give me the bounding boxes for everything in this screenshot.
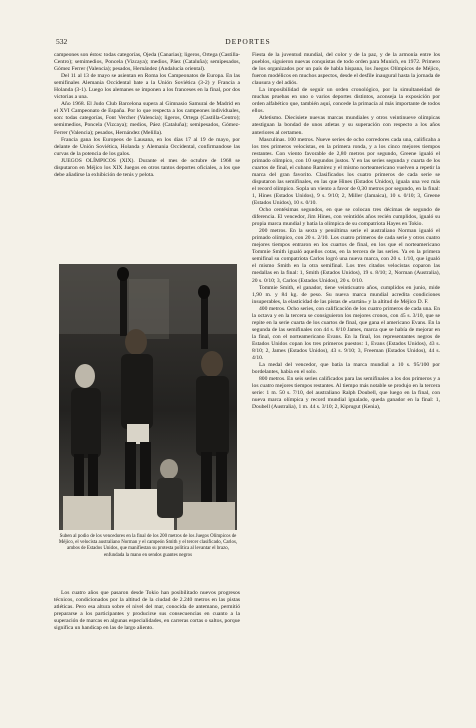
left-column-bottom — [54, 590, 240, 632]
paragraph: Del 11 al 13 de mayo se asientan en Roma los Campeonatos de Europa. En las semifinales Alemania Occidental bate a la Unión Soviética (3-2) y Francia a Holanda (3-1). Luego los alemanes se imponen a los franceses en la final, por dos victorias a una. — [54, 73, 240, 101]
paragraph: La medal del vencedor, que batía la marca mundial a 10 s. 95/100 por bordelantes, había en el solo. — [252, 362, 440, 376]
page-number: 532 — [56, 37, 68, 46]
olympic-podium-photo — [59, 264, 237, 530]
page-title: DEPORTES — [225, 37, 271, 46]
left-column — [54, 52, 240, 179]
paragraph: Ocho centésimas segundos, en que se colocan tres décimas de segundo de diferencia. El vencedor, Jim Hines, con veintidós años recién cumplidos, igualó su propia marca mundial y batía la olímpica de su compatriota Hayes en Tokio. — [252, 207, 440, 228]
paragraph: 400 metros. Ocho series, con calificación de los cuatro primeros de cada una. En la octava y en la tercera se consiguieron los mejores cronos, con 45 s. 3/10, que se repite en la serie cuarta de los cuartos de final, que gana el americano Evans. En la segunda de las semifinales con 44 s. 8/10 James, marca que se había de mejorar en la final, con el norteamericano Evans. En la final, los representantes negros de Estados Unidos copan los tres primeros puestos: 1, Evans (Estados Unidos), 43 s. 8/10; 2, James (Estados Unidos), 43 s. 9/10; 3, Freeman (Estados Unidos), 44 s. 4/10. — [252, 305, 440, 362]
paragraph: 800 metros. En seis series calificados para las semifinales a los dos primeros y a los cuatro mejores tiempos restantes. Al tiempo más notable se produjo en la tercera serie: 1 m. 50 s. 7/10, del australiano Ralph Doubell, que luego en la final, con nueva marca olímpica y record mundial igualado, queda ganador en la final: 1, Doubell (Australia), 1 m. 44 s. 3/10; 2, Kiprugut (Kenia), — [252, 376, 440, 411]
podium-photo-illustration — [59, 264, 237, 530]
paragraph: campeones son éstos: todas categorías, Ojeda (Canarias); ligeros, Ortega (Castilla-Centro); semimedios, Poncela (Vizcaya); medios, Páez (Cataluña); semipesados, Gómez Ferrer (Valencia); pesados, Hernández (Andalucía oriental). — [54, 52, 240, 73]
paragraph: Francia gana los Europeos de Lausana, en los días 17 al 19 de mayo, por delante de Unión Soviética, Holanda y Alemania Occidental, confirmandose las curvas de la potencia de los galos. — [54, 136, 240, 157]
photo-caption: Suben al podio de los vencedores en la final de los 200 metros de los Juegos Olímpicos de Méjico, el velocista australiano Norman y el campeón Smith y el tercer clasificado, Carlos, ambos de Estados Unidos, que manifiestan su protesta política al levantar el brazo, enfundada la mano en sendos guantes negros — [58, 534, 238, 558]
paragraph: JUEGOS OLÍMPICOS (XIX). Durante el mes de octubre de 1968 se disputaron en Méjico los XIX Juegos en otros tantos deportes oficiales, a los que debe añadirse la exhibición de tenis y pelota. — [54, 157, 240, 178]
right-column — [252, 52, 440, 411]
page-header — [56, 37, 440, 49]
paragraph: Año 1968. El Judo Club Barcelona supera al Gimnasio Samurai de Madrid en el XVI Campeonato de España. Por lo que respecta a los campeones individuales, son: todas categorías, Font Vercher (Valencia); ligeros, Ortega (Castilla-Centro); semimedios, Poncela (Vizcaya); medios, Páez (Cataluña); semipesados, Gómez-Ferrer (Valencia); pesados, Hernández (Melilla). — [54, 101, 240, 136]
paragraph: Atletismo. Diecisiete nuevas marcas mundiales y otros veintinueve olímpicas atestiguan la bondad de unos atletas y su superación con respecto a los años anteriores al certamen. — [252, 115, 440, 136]
paragraph: 200 metros. En la sexta y penúltima serie el australiano Norman igualó el primado olímpico, con 20 s. 2/10. Los cuatro primeros de cada serie y otros cuatro mejores tiempos entraron en los cuartos de final, en los que el norteamericano Tommie Smith igualó aquellos cotas, en la tercera de las series. Ya en la primera semifinal su compatriota Carlos logró una nueva marca, con 20 s. 1/10, que igualó el mismo Smith en la otra semifinal. Los tres citados velocistas coparon las medallas en la final: 1, Smith (Estados Unidos), 19 s. 8/10; 2, Norman (Australia), 20 s. 0/10; 3, Carlos (Estados Unidos), 20 s. 0/10. — [252, 228, 440, 284]
paragraph: Masculinas. 100 metros. Nueve series de ocho corredores cada una, calificaba a los tres primeros velocistas, en la primera ronda, y a los cinco mejores tiempos restantes. Con viento favorable de 2,80 metros por segundo, Greene igualó el primado olímpico, con 10 segundos justos. Y en las series segunda y cuarta de los cuartos de final, el cubano Ramírez y el mismo norteamericano vuelven a repetir la marca del gran favorito. Clasificados los cuatro primeros de cada serie se disputaron las semifinales, en las que Hines (Estados Unidos), iguala una vez más el record olímpico. Sopla un viento a favor de 0,30 metros por segundo, en la final: 1, Hines (Estados Unidos), 9 s. 9/10; 2, Miller (Jamaica), 10 s. 0/10; 3, Greene (Estados Unidos), 10 s. 0/10. — [252, 136, 440, 206]
paragraph: Fiesta de la juventud mundial, del color y de la paz, y de la armonía entre los pueblos, siguieron nuevas conquistas de todo orden para Munich, en 1972. Primero de los organizados por un país de habla hispana, los Juegos Olímpicos de Méjico, fueron modélicos en muchos aspectos, desde el desfile inaugural hasta la jornada de clausura y del adiós. — [252, 52, 440, 87]
paragraph: Tommie Smith, el ganador, tiene veinticuatro años, cumplidos en junio, mide 1,90 m. y 84 kg. de peso. Su nueva marca mundial acredita condiciones insuperables, la elasticidad de las pistas de «tartán» y la altitud de Méjico D. F. — [252, 284, 440, 305]
paragraph: La imposibilidad de seguir un orden cronológico, por la simultaneidad de muchas pruebas en uno o varios deportes distintos, aconseja la exposición por orden alfabético que, también aquí, concede la primacía al más importante de todos ellos. — [252, 87, 440, 115]
paragraph: Los cuatro años que pasaron desde Tokio han posibilitado nuevos progresos técnicos, condicionados por la altitud de la ciudad de 2.240 metros en las pistas atléticas. Pero esa altura sobre el nivel del mar, conocida de antemano, permitió prepararse a los participantes y producirse sus consecuencias en cuanto a la superación de marcas en algunas especialidades, en carreras cortas o saltos, porque significa un handicap en las de largo aliento. — [54, 590, 240, 632]
